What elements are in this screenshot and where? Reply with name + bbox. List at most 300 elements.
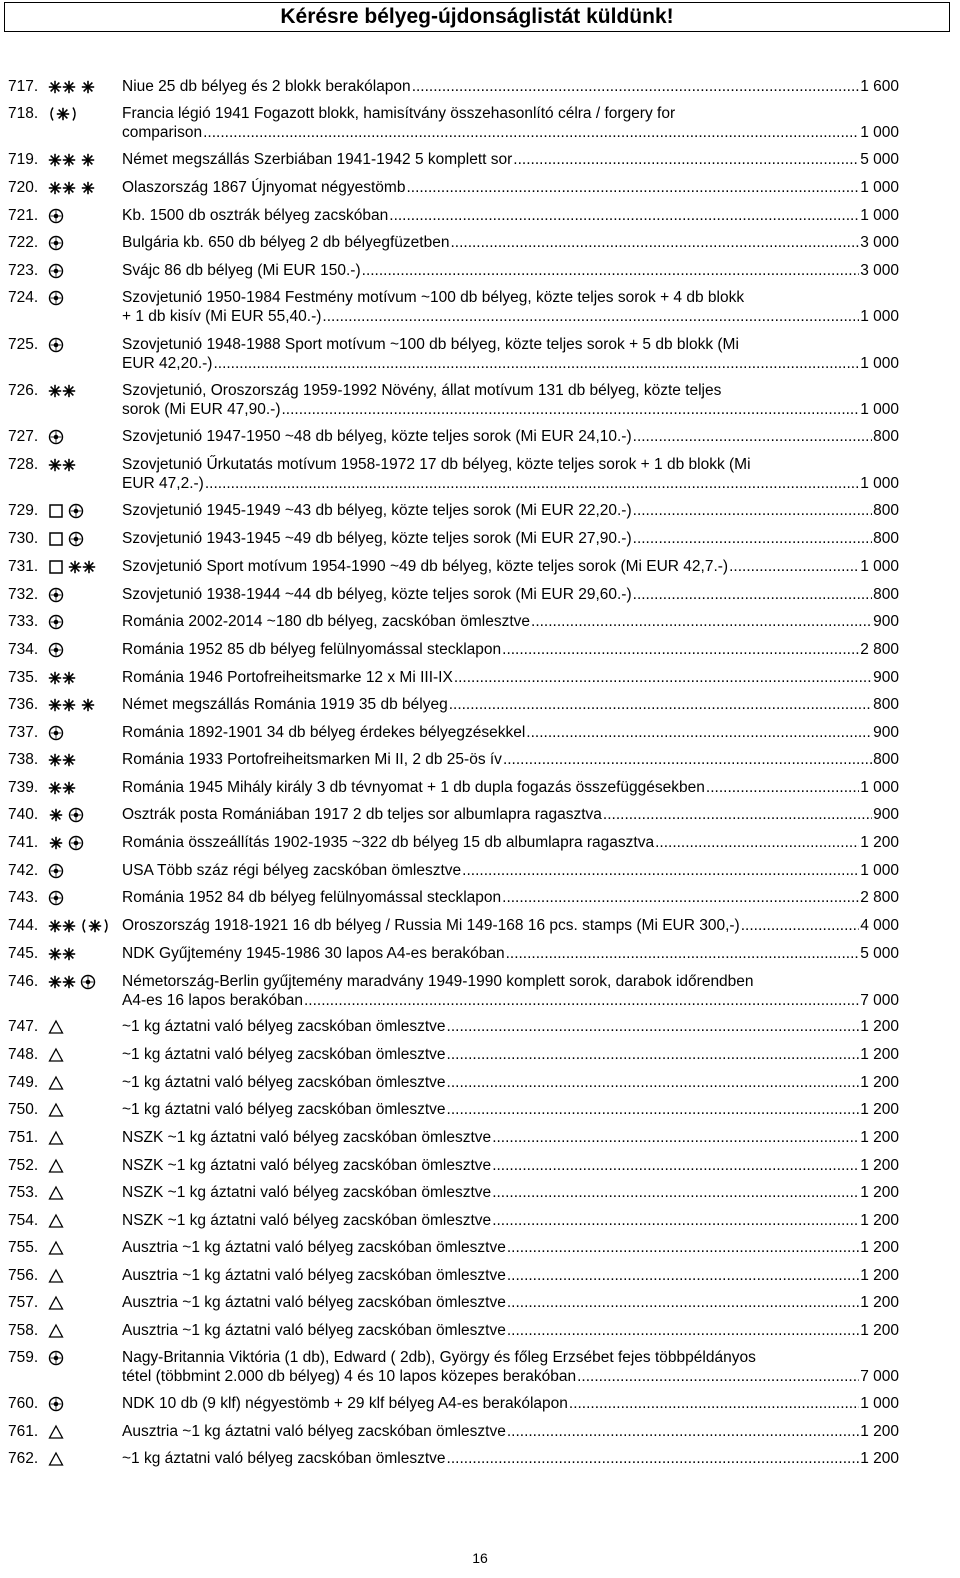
- dot-leader: [362, 262, 860, 281]
- lot-number: 725.: [8, 336, 39, 353]
- lot-number: 747.: [8, 1018, 39, 1035]
- triangle-icon: [48, 1185, 64, 1201]
- condition-symbols: [48, 890, 64, 906]
- lot-description: [122, 1212, 899, 1231]
- condition-symbols: [48, 531, 84, 547]
- description-line: [122, 641, 899, 660]
- dot-leader: [492, 1157, 859, 1176]
- lot-number: 730.: [8, 530, 39, 547]
- lot-description: [122, 151, 899, 170]
- lot-description: [122, 1239, 899, 1258]
- lot-description: [122, 724, 899, 743]
- lot-number: 744.: [8, 917, 39, 934]
- description-line: [122, 151, 899, 170]
- condition-symbols: [48, 559, 96, 575]
- dot-leader: [507, 1423, 859, 1442]
- cancelled-stamp-icon: [68, 807, 84, 823]
- description-line: [122, 124, 899, 143]
- condition-symbols: [48, 863, 64, 879]
- lot-price: 900: [873, 613, 899, 630]
- description-line: [122, 1267, 899, 1286]
- dot-leader: [454, 669, 872, 688]
- condition-symbols: [48, 614, 64, 630]
- dot-leader: [322, 308, 859, 327]
- description-line: [122, 78, 899, 97]
- cancelled-stamp-icon: [48, 337, 64, 353]
- description-line: [122, 992, 899, 1011]
- lot-description: [122, 234, 899, 253]
- lot-description: [122, 834, 899, 853]
- description-text: Szovjetunió 1945-1949 ~43 db bélyeg, közte teljes sorok (Mi EUR 22,20.-): [122, 502, 632, 519]
- condition-symbols: [48, 918, 110, 934]
- lot-price: 1 200: [860, 834, 899, 851]
- lot-number: 762.: [8, 1450, 39, 1467]
- description-line: [122, 308, 899, 327]
- square-icon: [48, 531, 64, 547]
- lot-description: [122, 669, 899, 688]
- triangle-icon: [48, 1323, 64, 1339]
- description-line: [122, 669, 899, 688]
- lot-description: [122, 751, 899, 770]
- condition-symbols: [48, 79, 96, 95]
- lot-number: 719.: [8, 151, 39, 168]
- description-text: NDK 10 db (9 klf) négyestömb + 29 klf bélyeg A4-es berakólapon: [122, 1395, 568, 1412]
- square-icon: [48, 559, 64, 575]
- square-icon: [48, 503, 64, 519]
- condition-symbols: [48, 208, 64, 224]
- description-text: Románia 1892-1901 34 db bélyeg érdekes bélyegzésekkel: [122, 724, 526, 741]
- lot-description: [122, 1046, 899, 1065]
- lot-price: 1 000: [860, 862, 899, 879]
- description-line: [122, 1368, 899, 1387]
- condition-symbols: [48, 946, 76, 962]
- lot-description: [122, 78, 899, 97]
- description-line: Szovjetunió 1948-1988 Sport motívum ~100 db bélyeg, közte teljes sorok + 5 db blokk (Mi: [122, 336, 739, 353]
- lot-description: [122, 641, 899, 660]
- condition-symbols: [48, 503, 84, 519]
- description-line: [122, 724, 899, 743]
- parenthesized-star-icon: [48, 106, 78, 122]
- lot-price: 900: [873, 806, 899, 823]
- condition-symbols: [48, 1396, 64, 1412]
- description-text: EUR 47,2.-): [122, 474, 204, 492]
- description-text: ~1 kg áztatni való bélyeg zacskóban ömlesztve: [122, 1450, 446, 1467]
- cancelled-stamp-icon: [80, 974, 96, 990]
- cancelled-stamp-icon: [48, 235, 64, 251]
- description-line: [122, 530, 899, 549]
- lot-price: 1 000: [860, 558, 899, 575]
- lot-number: 760.: [8, 1395, 39, 1412]
- description-text: Ausztria ~1 kg áztatni való bélyeg zacskóban ömlesztve: [122, 1294, 506, 1311]
- double-star-icon: [48, 946, 76, 962]
- double-star-icon: [48, 918, 76, 934]
- description-line: [122, 355, 899, 374]
- double-star-icon: [68, 559, 96, 575]
- condition-symbols: [48, 1268, 64, 1284]
- description-text: Románia 1952 85 db bélyeg felülnyomással stecklapon: [122, 641, 502, 658]
- description-text: Ausztria ~1 kg áztatni való bélyeg zacskóban ömlesztve: [122, 1423, 506, 1440]
- lot-price: 800: [873, 530, 899, 547]
- lot-number: 717.: [8, 78, 39, 95]
- cancelled-stamp-icon: [48, 1350, 64, 1366]
- cancelled-stamp-icon: [48, 890, 64, 906]
- lot-number: 731.: [8, 558, 39, 575]
- dot-leader: [213, 355, 859, 374]
- lot-price: 1 200: [860, 1450, 899, 1467]
- condition-symbols: [48, 235, 64, 251]
- mint-star-icon: [80, 697, 96, 713]
- dot-leader: [507, 1239, 859, 1258]
- lot-description: [122, 779, 899, 798]
- double-star-icon: [48, 457, 76, 473]
- condition-symbols: [48, 263, 64, 279]
- lot-price: 1 200: [860, 1294, 899, 1311]
- lot-price: 800: [873, 586, 899, 603]
- lot-number: 722.: [8, 234, 39, 251]
- lot-number: 743.: [8, 889, 39, 906]
- dot-leader: [577, 1368, 859, 1387]
- condition-symbols: [48, 1323, 64, 1339]
- dot-leader: [741, 917, 859, 936]
- description-line: [122, 806, 899, 825]
- description-line: [122, 1212, 899, 1231]
- description-text: Niue 25 db bélyeg és 2 blokk berakólapon: [122, 78, 411, 95]
- description-line: Francia légió 1941 Fogazott blokk, hamisítvány összehasonlító célra / forgery for: [122, 105, 676, 122]
- description-text: Ausztria ~1 kg áztatni való bélyeg zacskóban ömlesztve: [122, 1239, 506, 1256]
- lot-number: 736.: [8, 696, 39, 713]
- condition-symbols: [48, 1451, 64, 1467]
- description-text: ~1 kg áztatni való bélyeg zacskóban ömlesztve: [122, 1018, 446, 1035]
- triangle-icon: [48, 1075, 64, 1091]
- description-text: Olaszország 1867 Újnyomat négyestömb: [122, 179, 406, 196]
- lot-description: [122, 945, 899, 964]
- dot-leader: [506, 945, 860, 964]
- lot-description: [122, 1157, 899, 1176]
- description-text: Szovjetunió 1943-1945 ~49 db bélyeg, közte teljes sorok (Mi EUR 27,90.-): [122, 530, 632, 547]
- description-text: Ausztria ~1 kg áztatni való bélyeg zacskóban ömlesztve: [122, 1267, 506, 1284]
- triangle-icon: [48, 1213, 64, 1229]
- dot-leader: [450, 234, 859, 253]
- description-line: [122, 1239, 899, 1258]
- cancelled-stamp-icon: [48, 725, 64, 741]
- description-text: ~1 kg áztatni való bélyeg zacskóban ömlesztve: [122, 1101, 446, 1118]
- description-text: USA Több száz régi bélyeg zacskóban ömlesztve: [122, 862, 462, 879]
- lot-number: 750.: [8, 1101, 39, 1118]
- lot-description: [122, 428, 899, 447]
- description-line: [122, 262, 899, 281]
- lot-description: [122, 105, 899, 142]
- condition-symbols: [48, 1295, 64, 1311]
- description-text: Románia 1945 Mihály király 3 db tévnyomat + 1 db dupla fogazás összefüggésekben: [122, 779, 705, 796]
- description-text: Osztrák posta Romániában 1917 2 db teljes sor albumlapra ragasztva: [122, 806, 602, 823]
- condition-symbols: [48, 807, 84, 823]
- lot-number: 749.: [8, 1074, 39, 1091]
- lot-price: 1 200: [860, 1046, 899, 1063]
- lot-description: [122, 558, 899, 577]
- lot-description: [122, 889, 899, 908]
- lot-number: 726.: [8, 382, 39, 399]
- description-line: [122, 613, 899, 632]
- lot-number: 734.: [8, 641, 39, 658]
- description-line: [122, 1018, 899, 1037]
- triangle-icon: [48, 1240, 64, 1256]
- double-star-icon: [48, 383, 76, 399]
- header-banner: [4, 2, 950, 32]
- lot-description: [122, 1395, 899, 1414]
- dot-leader: [507, 1294, 859, 1313]
- condition-symbols: [48, 974, 96, 990]
- double-star-icon: [48, 670, 76, 686]
- dot-leader: [633, 530, 872, 549]
- lot-description: [122, 586, 899, 605]
- mint-star-icon: [80, 79, 96, 95]
- condition-symbols: [48, 180, 96, 196]
- lot-price: 1 200: [860, 1018, 899, 1035]
- description-line: [122, 917, 899, 936]
- description-line: [122, 428, 899, 447]
- lot-price: 1 200: [860, 1184, 899, 1201]
- lot-description: [122, 262, 899, 281]
- dot-leader: [406, 179, 859, 198]
- description-line: [122, 1184, 899, 1203]
- description-line: [122, 502, 899, 521]
- lot-description: [122, 207, 899, 226]
- description-text: Ausztria ~1 kg áztatni való bélyeg zacskóban ömlesztve: [122, 1322, 506, 1339]
- condition-symbols: [48, 383, 76, 399]
- lot-price: 1 000: [860, 354, 899, 372]
- dot-leader: [633, 428, 872, 447]
- lot-price: 1 000: [860, 1395, 899, 1412]
- lot-price: 800: [873, 502, 899, 519]
- cancelled-stamp-icon: [68, 531, 84, 547]
- lot-price: 1 000: [860, 207, 899, 224]
- description-line: [122, 1074, 899, 1093]
- lot-number: 757.: [8, 1294, 39, 1311]
- description-line: [122, 475, 899, 494]
- dot-leader: [447, 1046, 860, 1065]
- condition-symbols: [48, 457, 76, 473]
- condition-symbols: [48, 337, 64, 353]
- description-text: Német megszállás Szerbiában 1941-1942 5 komplett sor: [122, 151, 513, 168]
- cancelled-stamp-icon: [68, 835, 84, 851]
- condition-symbols: [48, 106, 78, 122]
- description-line: [122, 1101, 899, 1120]
- dot-leader: [526, 724, 872, 743]
- triangle-icon: [48, 1130, 64, 1146]
- lot-description: [122, 456, 899, 493]
- lot-price: 1 200: [860, 1074, 899, 1091]
- triangle-icon: [48, 1102, 64, 1118]
- cancelled-stamp-icon: [68, 503, 84, 519]
- lot-description: [122, 613, 899, 632]
- lot-number: 728.: [8, 456, 39, 473]
- cancelled-stamp-icon: [48, 290, 64, 306]
- description-text: NSZK ~1 kg áztatni való bélyeg zacskóban ömlesztve: [122, 1184, 492, 1201]
- lot-number: 748.: [8, 1046, 39, 1063]
- double-star-icon: [48, 180, 76, 196]
- description-text: sorok (Mi EUR 47,90.-): [122, 400, 281, 418]
- lot-price: 1 200: [860, 1129, 899, 1146]
- description-line: [122, 1450, 899, 1469]
- lot-price: 1 200: [860, 1212, 899, 1229]
- mint-star-icon: [80, 180, 96, 196]
- cancelled-stamp-icon: [48, 208, 64, 224]
- lot-number: 751.: [8, 1129, 39, 1146]
- description-text: Oroszország 1918-1921 16 db bélyeg / Russia Mi 149-168 16 pcs. stamps (Mi EUR 300,-): [122, 917, 740, 934]
- lot-number: 746.: [8, 973, 39, 990]
- cancelled-stamp-icon: [48, 863, 64, 879]
- lot-number: 733.: [8, 613, 39, 630]
- description-line: [122, 1129, 899, 1148]
- lot-description: [122, 1018, 899, 1037]
- description-text: NSZK ~1 kg áztatni való bélyeg zacskóban ömlesztve: [122, 1129, 492, 1146]
- condition-symbols: [48, 1350, 64, 1366]
- description-text: NSZK ~1 kg áztatni való bélyeg zacskóban ömlesztve: [122, 1157, 492, 1174]
- description-line: [122, 207, 899, 226]
- condition-symbols: [48, 1240, 64, 1256]
- lot-price: 800: [873, 428, 899, 445]
- lot-number: 753.: [8, 1184, 39, 1201]
- condition-symbols: [48, 780, 76, 796]
- lot-number: 727.: [8, 428, 39, 445]
- cancelled-stamp-icon: [48, 614, 64, 630]
- description-line: [122, 834, 899, 853]
- dot-leader: [513, 151, 859, 170]
- triangle-icon: [48, 1451, 64, 1467]
- lot-description: [122, 1074, 899, 1093]
- description-line: [122, 1294, 899, 1313]
- lot-description: [122, 1294, 899, 1313]
- lot-price: 3 000: [860, 262, 899, 279]
- lot-description: [122, 862, 899, 881]
- page-title: Kérésre bélyeg-újdonságlistát küldünk!: [280, 5, 674, 28]
- lot-price: 800: [873, 751, 899, 768]
- description-text: Románia 1952 84 db bélyeg felülnyomással stecklapon: [122, 889, 502, 906]
- lot-number: 739.: [8, 779, 39, 796]
- condition-symbols: [48, 587, 64, 603]
- dot-leader: [729, 558, 859, 577]
- condition-symbols: [48, 642, 64, 658]
- lot-price: 1 200: [860, 1101, 899, 1118]
- page-number: 16: [472, 1550, 488, 1566]
- condition-symbols: [48, 697, 96, 713]
- description-text: Szovjetunió 1947-1950 ~48 db bélyeg, közte teljes sorok (Mi EUR 24,10.-): [122, 428, 632, 445]
- condition-symbols: [48, 429, 64, 445]
- description-line: [122, 889, 899, 908]
- lot-number: 732.: [8, 586, 39, 603]
- lot-description: [122, 1267, 899, 1286]
- lot-number: 729.: [8, 502, 39, 519]
- description-line: Szovjetunió, Oroszország 1959-1992 Növény, állat motívum 131 db bélyeg, közte teljes: [122, 382, 722, 399]
- lot-price: 1 000: [860, 123, 899, 141]
- lot-price: 1 200: [860, 1239, 899, 1256]
- lot-number: 738.: [8, 751, 39, 768]
- dot-leader: [502, 641, 859, 660]
- lot-number: 754.: [8, 1212, 39, 1229]
- mint-star-icon: [48, 807, 64, 823]
- lot-price: 7 000: [860, 1367, 899, 1385]
- lot-number: 724.: [8, 289, 39, 306]
- description-text: Románia 1946 Portofreiheitsmarke 12 x Mi III-IX: [122, 669, 453, 686]
- condition-symbols: [48, 835, 84, 851]
- lot-number: 721.: [8, 207, 39, 224]
- lot-description: [122, 1349, 899, 1386]
- lot-number: 741.: [8, 834, 39, 851]
- dot-leader: [633, 586, 872, 605]
- dot-leader: [507, 1322, 859, 1341]
- lot-description: [122, 917, 899, 936]
- description-line: Szovjetunió 1950-1984 Festmény motívum ~100 db bélyeg, közte teljes sorok + 4 db blokk: [122, 289, 745, 306]
- dot-leader: [633, 502, 872, 521]
- condition-symbols: [48, 1130, 64, 1146]
- lot-price: 5 000: [860, 151, 899, 168]
- lot-number: 755.: [8, 1239, 39, 1256]
- lot-description: [122, 1423, 899, 1442]
- lot-price: 5 000: [860, 945, 899, 962]
- description-line: Németország-Berlin gyűjtemény maradvány 1949-1990 komplett sorok, darabok időrendben: [122, 973, 754, 990]
- cancelled-stamp-icon: [48, 1396, 64, 1412]
- dot-leader: [603, 806, 872, 825]
- double-star-icon: [48, 974, 76, 990]
- dot-leader: [507, 1267, 859, 1286]
- lot-description: [122, 1450, 899, 1469]
- dot-leader: [655, 834, 859, 853]
- dot-leader: [412, 78, 860, 97]
- lot-description: [122, 1184, 899, 1203]
- lot-number: 761.: [8, 1423, 39, 1440]
- condition-symbols: [48, 1158, 64, 1174]
- condition-symbols: [48, 1213, 64, 1229]
- lot-price: 4 000: [860, 917, 899, 934]
- dot-leader: [449, 696, 872, 715]
- lot-description: [122, 382, 899, 419]
- dot-leader: [502, 889, 859, 908]
- condition-symbols: [48, 670, 76, 686]
- dot-leader: [492, 1212, 859, 1231]
- description-text: NSZK ~1 kg áztatni való bélyeg zacskóban ömlesztve: [122, 1212, 492, 1229]
- lot-number: 759.: [8, 1349, 39, 1366]
- dot-leader: [462, 862, 859, 881]
- condition-symbols: [48, 152, 96, 168]
- description-line: [122, 234, 899, 253]
- condition-symbols: [48, 1102, 64, 1118]
- description-line: Szovjetunió Űrkutatás motívum 1958-1972 17 db bélyeg, közte teljes sorok + 1 db blokk (Mi: [122, 456, 751, 473]
- mint-star-icon: [48, 835, 64, 851]
- description-text: Svájc 86 db bélyeg (Mi EUR 150.-): [122, 262, 361, 279]
- condition-symbols: [48, 1424, 64, 1440]
- condition-symbols: [48, 1047, 64, 1063]
- description-text: comparison: [122, 123, 203, 141]
- lot-price: 900: [873, 669, 899, 686]
- dot-leader: [447, 1450, 860, 1469]
- dot-leader: [492, 1129, 859, 1148]
- lot-price: 1 000: [860, 179, 899, 196]
- lot-description: [122, 696, 899, 715]
- condition-symbols: [48, 290, 64, 306]
- description-line: [122, 945, 899, 964]
- description-line: [122, 401, 899, 420]
- lot-number: 742.: [8, 862, 39, 879]
- lot-price: 1 200: [860, 1423, 899, 1440]
- lot-price: 1 200: [860, 1157, 899, 1174]
- description-text: Románia 1933 Portofreiheitsmarken Mi II, 2 db 25-ös ív: [122, 751, 502, 768]
- lot-description: [122, 502, 899, 521]
- double-star-icon: [48, 152, 76, 168]
- description-text: Német megszállás Románia 1919 35 db bélyeg: [122, 696, 448, 713]
- condition-symbols: [48, 1185, 64, 1201]
- lot-number: 756.: [8, 1267, 39, 1284]
- lot-price: 1 000: [860, 779, 899, 796]
